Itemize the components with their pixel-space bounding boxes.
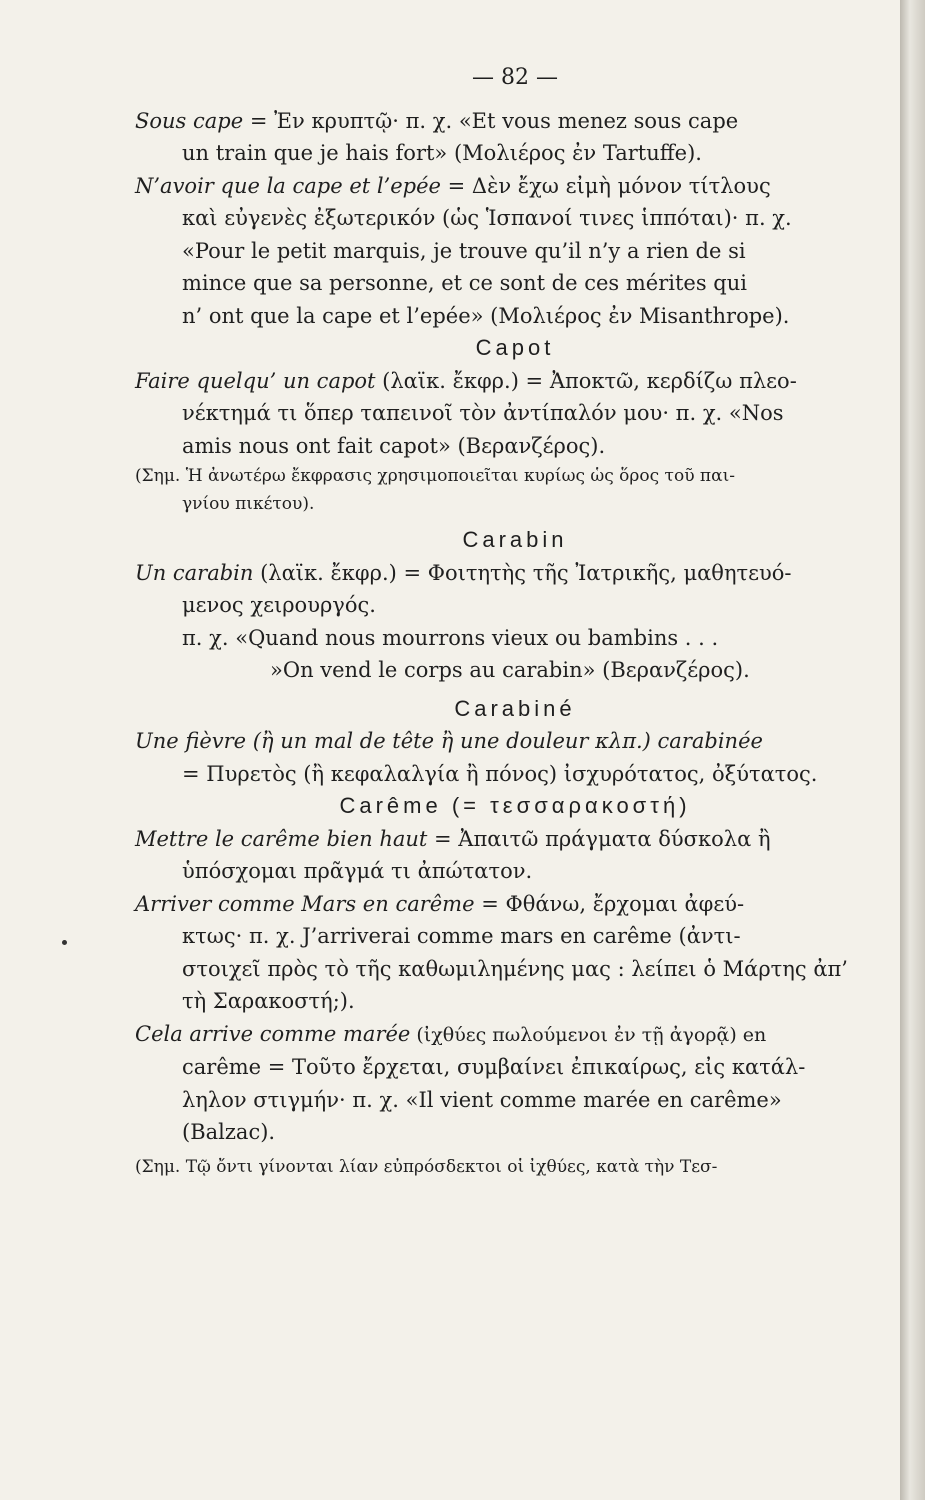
entry-line: = Ἐν κρυπτῷ· π. χ. «Et vous menez sous cape [243,108,739,133]
entry-line: »On vend le corps au carabin» (Βερανζέρος). [270,658,750,682]
entry-term: Faire quelqu’ un capot [135,368,376,393]
entry-line: = Φθάνω, ἔρχομαι ἀφεύ- [474,891,745,916]
entry-term: Arriver comme Mars en carême [135,891,475,916]
entry-carabine [135,725,895,790]
entry-line: καὶ εὐγενὲς ἐξωτερικόν (ὡς Ἱσπανοί τινες ἱππόται)· π. χ. [182,206,792,230]
entry-line: π. χ. «Quand nous mourrons vieux ou bambins . . . [182,625,719,650]
section-heading-capot: Capot [475,335,555,360]
entry-mars-careme [135,888,895,1018]
entry-term: Sous cape [135,108,244,133]
note-line: γνίου πικέτου). [182,494,315,514]
entry-line: τὴ Σαρακοστή;). [182,989,355,1013]
entry-line: = Δὲν ἔχω εἰμὴ μόνον τίτλους [440,173,771,198]
page-edge [900,0,925,1500]
entry-line: = Πυρετὸς (ἢ κεφαλαλγία ἢ πόνος) ἰσχυρότατος, ὀξύτατος. [182,761,818,786]
entry-careme-haut [135,823,895,888]
note-line: (Σημ. Ἡ ἀνωτέρω ἔκφρασις χρησιμοποιεῖται κυρίως ὡς ὅρος τοῦ παι- [135,466,735,486]
entry-term: Une fièvre (ἢ un mal de tête ἢ une douleur κλπ.) carabinée [135,729,763,753]
entry-line: amis nous ont fait capot» (Βερανζέρος). [182,433,606,458]
entry-term: Un carabin [135,560,254,585]
entry-line: ὑπόσχομαι πρᾶγμά τι ἀπώτατον. [182,859,533,883]
entry-term: Cela arrive comme marée [135,1021,411,1046]
entry-capot [135,365,895,463]
entry-line: mince que sa personne, et ce sont de ces mérites qui [182,271,747,295]
entry-cape-epee [135,170,895,333]
margin-mark [62,940,67,945]
entry-line: μενος χειρουργός. [182,593,376,617]
entry-line: n’ ont que la cape et l’epée» (Μολιέρος ἐν Misanthrope). [182,303,790,328]
entry-term: Mettre le carême bien haut [135,826,428,851]
section-heading-carabin: Carabin [462,527,568,552]
entry-maree-careme [135,1018,895,1149]
entry-line: «Pour le petit marquis, je trouve qu’il n’y a rien de si [182,238,746,263]
entry-line: carême = Τοῦτο ἔρχεται, συμβαίνει ἐπικαίρως, εἰς κατάλ- [182,1055,806,1079]
final-note: (Σημ. Τῷ ὄντι γίνονται λίαν εὐπρόσδεκτοι οἱ ἰχθύες, κατὰ τὴν Τεσ- [135,1156,718,1177]
entry-line: κτως· π. χ. J’arriverai comme mars en carême (ἀντι- [182,924,741,948]
entry-sous-cape [135,105,895,170]
section-heading-careme: Carême (= τεσσαρακοστή) [339,793,691,818]
page-text [135,62,895,1181]
entry-line: un train que je hais fort» (Μολιέρος ἐν Tartuffe). [182,141,702,165]
entry-carabin [135,557,895,687]
entry-line: = Ἀπαιτῶ πράγματα δύσκολα ἢ [427,826,771,851]
entry-line: (Balzac). [182,1120,276,1144]
entry-line: (λαϊκ. ἔκφρ.) = Φοιτητὴς τῆς Ἰατρικῆς, μαθητευό- [253,560,792,585]
page-number: — 82 — [472,65,558,90]
note-capot [135,462,895,518]
entry-line: στοιχεῖ πρὸς τὸ τῆς καθωμιλημένης μας : λείπει ὁ Μάρτης ἀπ’ [182,956,848,981]
section-heading-carabine: Carabiné [454,695,576,721]
entry-line: (ἰχθύες πωλούμενοι ἐν τῇ ἀγορᾷ) en [410,1023,767,1046]
entry-line: νέκτημά τι ὅπερ ταπεινοῖ τὸν ἀντίπαλόν μου· π. χ. «Nos [182,401,784,425]
entry-line: ληλον στιγμήν· π. χ. «Il vient comme marée en carême» [182,1087,782,1112]
entry-line: (λαϊκ. ἔκφρ.) = Ἀποκτῶ, κερδίζω πλεο- [375,368,797,393]
entry-term: N’avoir que la cape et l’epée [135,173,441,198]
